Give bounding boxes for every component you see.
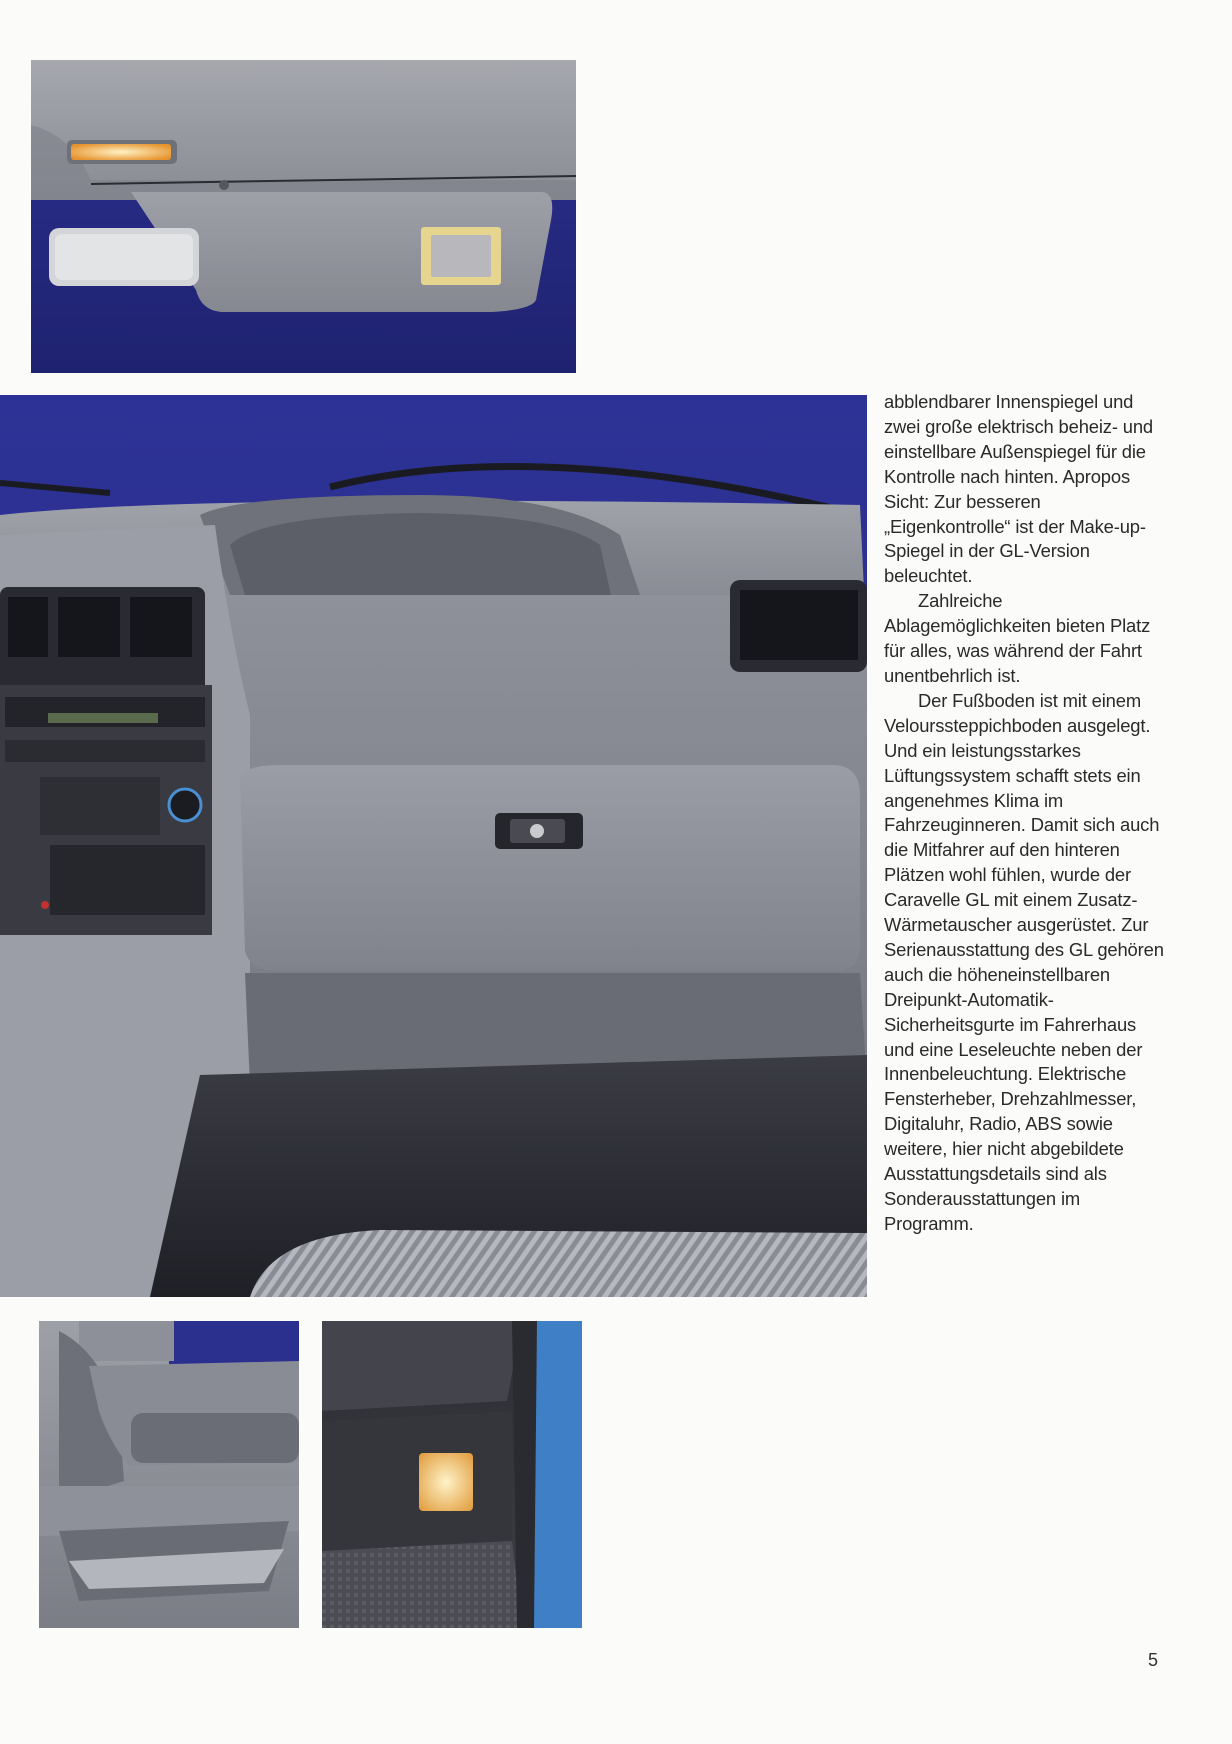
- body-paragraph-1: abblendbarer Innenspiegel und zwei große elektrisch beheiz- und einstellbare Außenspiegel für die Kontrolle nach hinten. Apropos Sicht: Zur besseren „Eigenkontrolle“ ist der Make-up-Spiegel in der GL-Version beleuchtet.: [884, 391, 1153, 587]
- body-paragraph-3: Der Fußboden ist mit einem Velourssteppichboden ausgelegt. Und ein leistungsstarkes Lüftungssystem schafft stets ein angenehmes Klima im Fahrzeuginneren. Damit sich auch die Mitfahrer auf den hinteren Plätzen wohl fühlen, wurde der Caravelle GL mit einem Zusatz-Wärmetauscher ausgerüstet. Zur Serienausstattung des GL gehören auch die höheneinstellbaren Dreipunkt-Automatik-Sicherheitsgurte im Fahrerhaus und eine Leseleuchte neben der Innenbeleuchtung. Elektrische Fensterheber, Drehzahlmesser, Digitaluhr, Radio, ABS sowie weitere, hier nicht abgebildete Ausstattungsdetails sind als Sonderausstattungen im Programm.: [884, 689, 1164, 1234]
- body-paragraph-2: Zahlreiche Ablagemöglichkeiten bieten Platz für alles, was während der Fahrt unentbehrlich ist.: [884, 590, 1151, 686]
- body-text-column: [884, 390, 1167, 1237]
- sunvisor-photo: [31, 60, 576, 373]
- footwell-light-photo: [322, 1321, 582, 1628]
- page-number: 5: [1147, 1650, 1158, 1670]
- door-panel-photo: [39, 1321, 299, 1628]
- dashboard-photo: [0, 395, 867, 1297]
